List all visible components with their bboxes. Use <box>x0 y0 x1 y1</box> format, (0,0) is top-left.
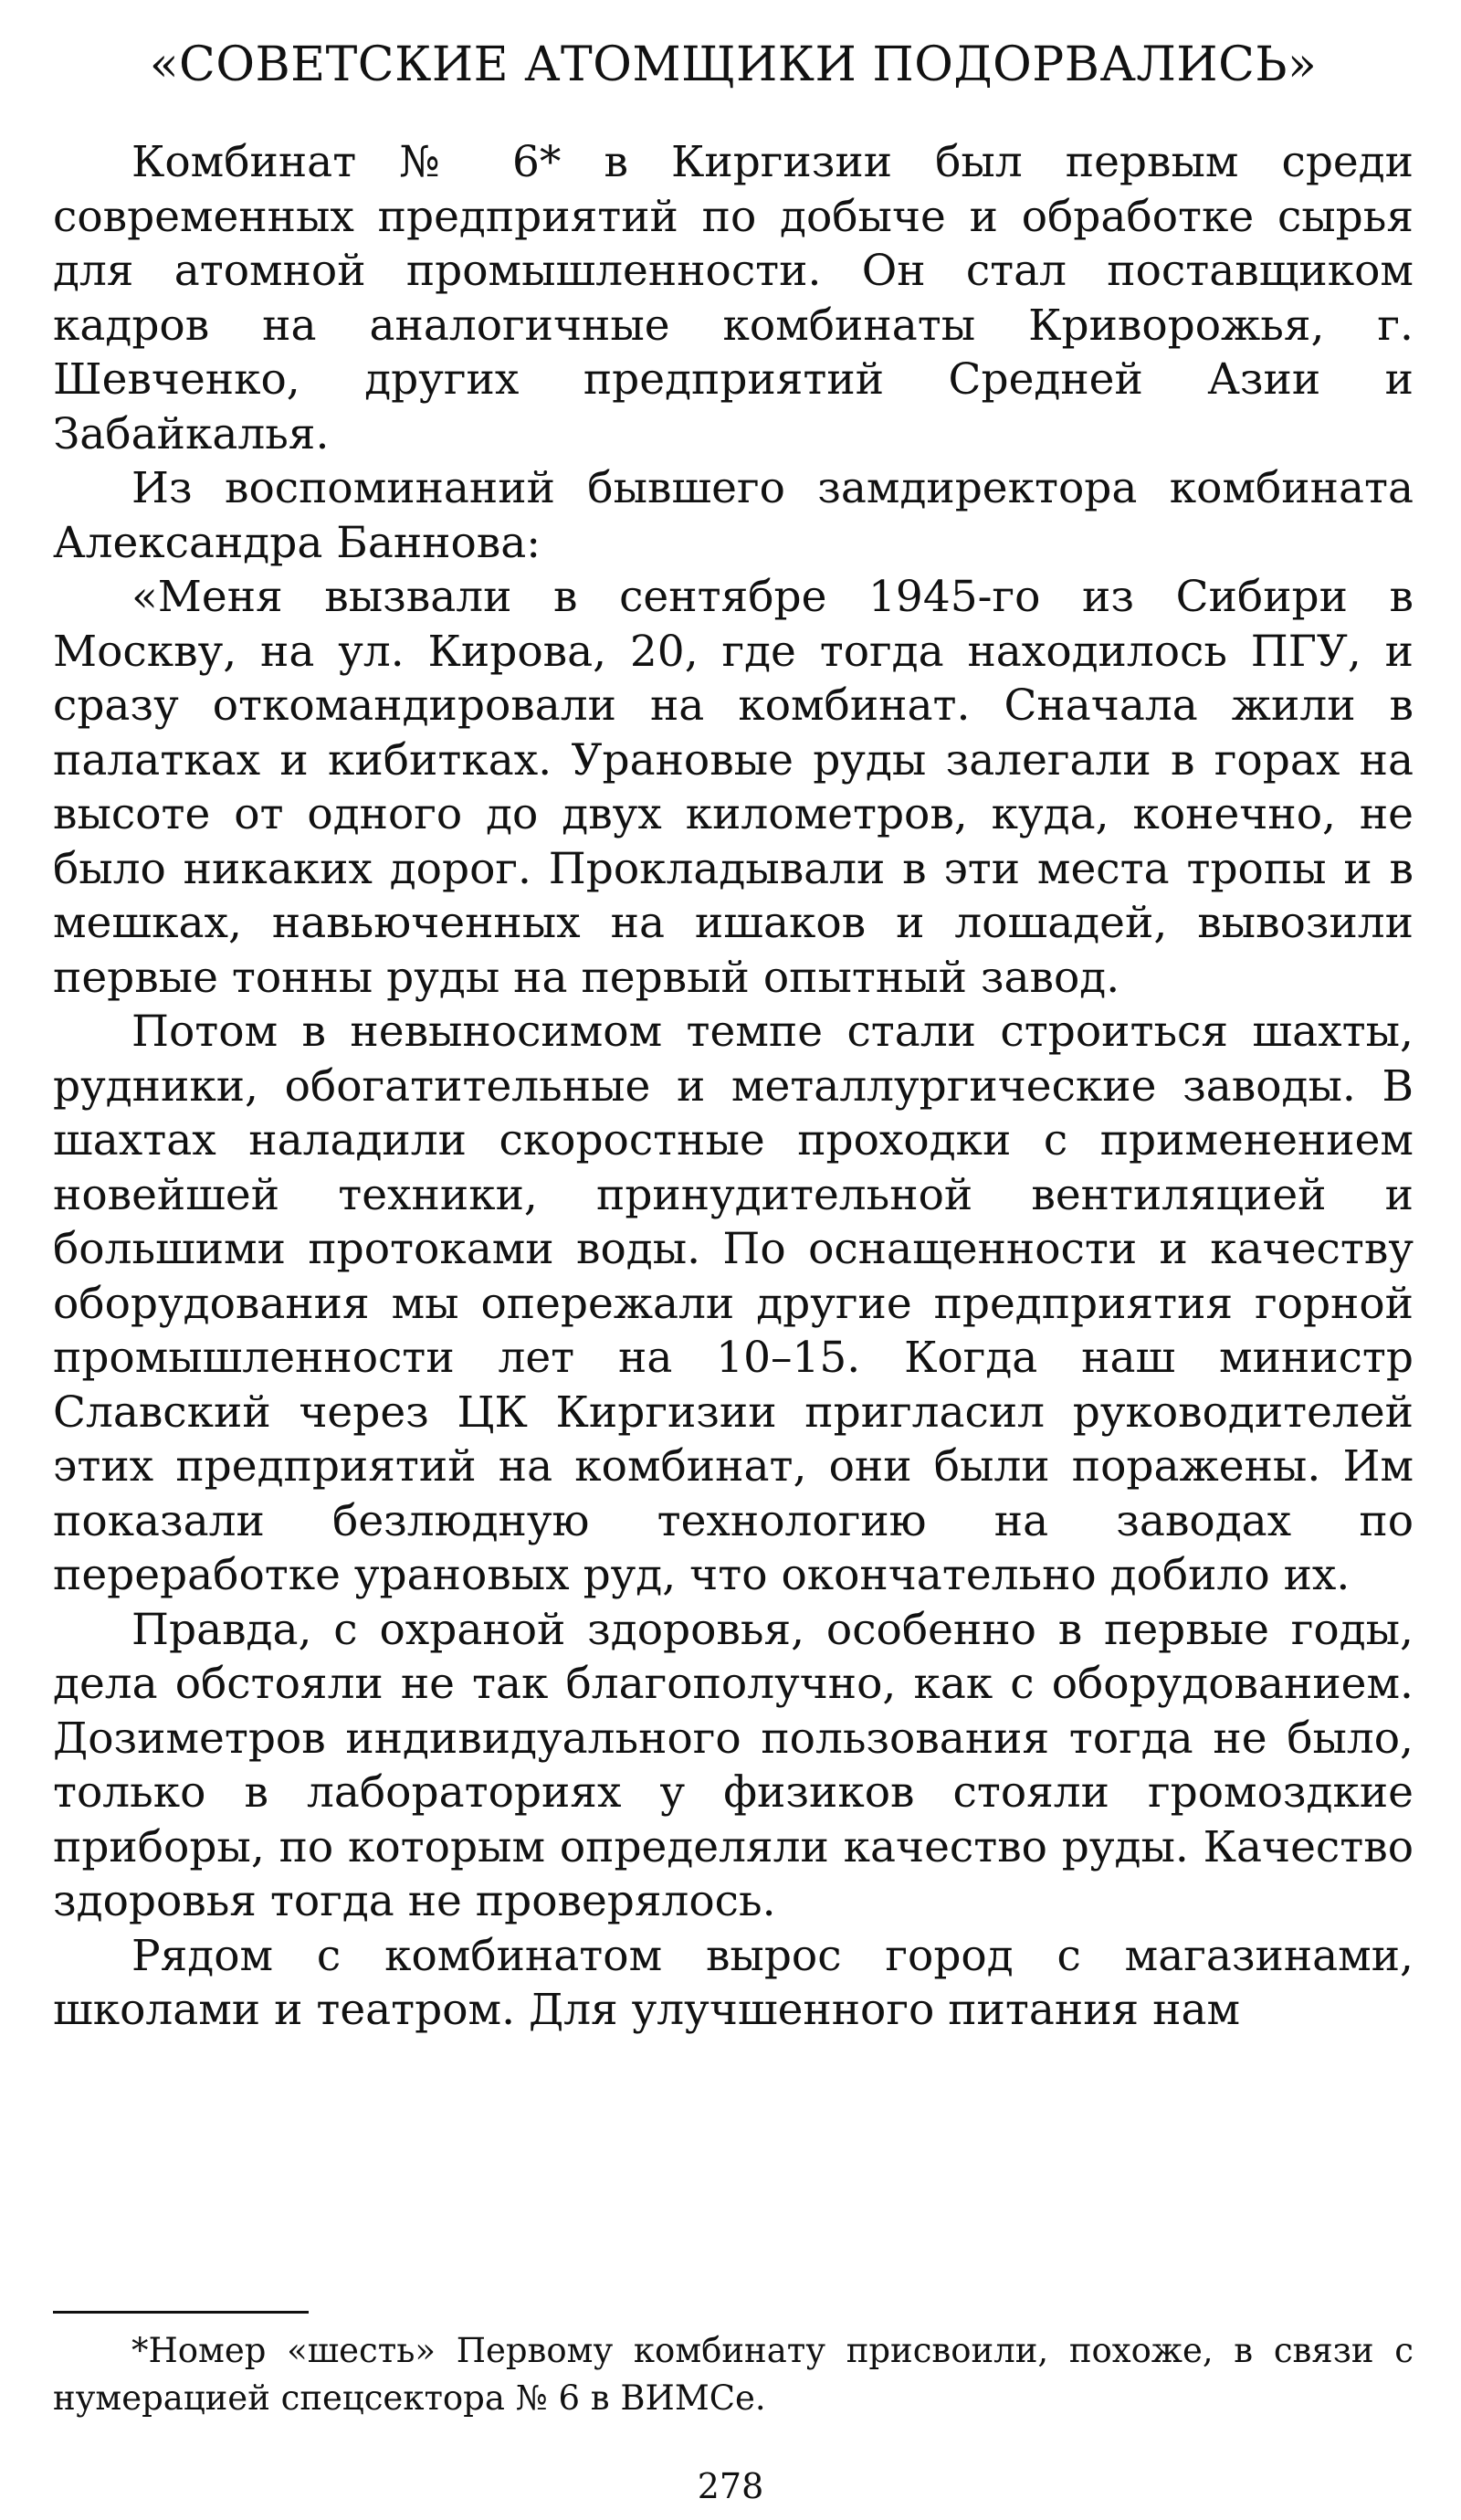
footnote: *Номер «шесть» Первому комбинату присвоили, похоже, в связи с нумерацией спецсектора № 6 в ВИМСе. <box>53 2331 1414 2418</box>
chapter-title: «СОВЕТСКИЕ АТОМЩИКИ ПОДОРВАЛИСЬ» <box>149 37 1318 92</box>
page-number: 278 <box>697 2466 764 2506</box>
paragraph-4: Потом в невыносимом темпе стали строиться шахты, рудники, обогатительные и металлургические заводы. В шахтах наладили скоростные проходки с применением новейшей техники, принудительной вентиляцией и большими протоками воды. По оснащенности и качеству оборудования мы опережали другие предприятия горной промышленности лет на 10–15. Когда наш министр Славский через ЦК Киргизии пригласил руководителей этих предприятий на комбинат, они были поражены. Им показали безлюдную технологию на заводах по переработке урановых руд, что окончательно добило их. <box>53 1007 1414 1600</box>
paragraph-5: Правда, с охраной здоровья, особенно в первые годы, дела обстояли не так благополучно, как с оборудованием. Дозиметров индивидуального пользования тогда не было, только в лабораториях у физиков стояли громоздкие приборы, по которым определяли качество руды. Качество здоровья тогда не проверялось. <box>53 1604 1414 1926</box>
paragraph-1: Комбинат № 6* в Киргизии был первым среди современных предприятий по добыче и обработке сырья для атомной промышленности. Он стал поставщиком кадров на аналогичные комбинаты Криворожья, г. Шевченко, других предприятий Средней Азии и Забайкалья. <box>53 137 1414 459</box>
paragraph-3: «Меня вызвали в сентябре 1945-го из Сибири в Москву, на ул. Кирова, 20, где тогда находилось ПГУ, и сразу откомандировали на комбинат. Сначала жили в палатках и кибитках. Урановые руды залегали в горах на высоте от одного до двух километров, куда, конечно, не было никаких дорог. Прокладывали в эти места тропы и в мешках, навьюченных на ишаков и лошадей, вывозили первые тонны руды на первый опытный завод. <box>53 572 1414 1003</box>
paragraph-6: Рядом с комбинатом вырос город с магазинами, школами и театром. Для улучшенного питания нам <box>53 1930 1414 2035</box>
page-body <box>53 37 1414 2038</box>
footnote-divider <box>53 2311 309 2314</box>
paragraph-2: Из воспоминаний бывшего замдиректора комбината Александра Баннова: <box>53 463 1414 568</box>
